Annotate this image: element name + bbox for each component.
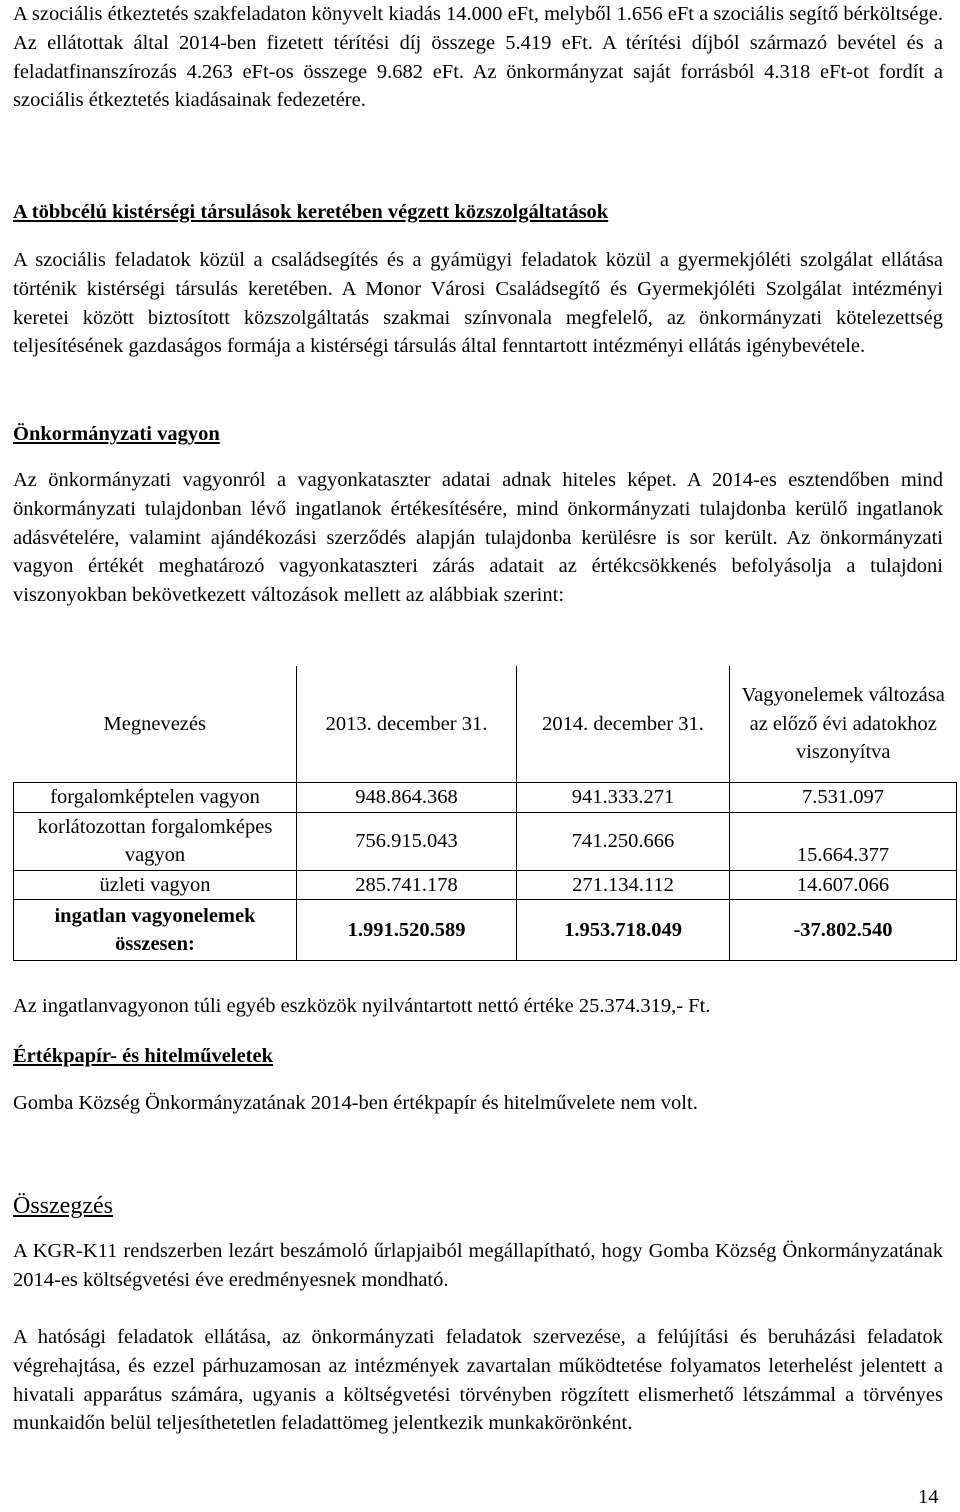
total-2014-value: 1.953.718.049: [517, 900, 730, 961]
table-row: [14, 812, 957, 870]
page-number: 14: [918, 1486, 939, 1508]
row-label: üzleti vagyon: [14, 870, 297, 900]
kisterseg-paragraph: A szociális feladatok közül a családsegítés és a gyámügyi feladatok közül a gyermekjóléti szolgálat ellátása történik kistérségi társulás keretében. A Monor Városi Családsegítő és Gyermekjóléti Szolgálat intézményi keretei között biztosított közszolgáltatás szakmai színvonala megfelelő, az önkormányzati kötelezettség teljesítésének gazdaságos formája a kistérségi társulás által fenntartott intézményi ellátás igénybevétele.: [13, 249, 943, 358]
row-2013-value: 948.864.368: [297, 783, 517, 813]
row-change-value: 15.664.377: [730, 812, 957, 870]
row-2014-value: 741.250.666: [517, 812, 730, 870]
asset-table: [13, 666, 957, 961]
intro-paragraph: A szociális étkeztetés szakfeladaton könyvelt kiadás 14.000 eFt, melyből 1.656 eFt a szociális segítő bérköltsége. Az ellátottak által 2014-ben fizetett térítési díj összege 5.419 eFt. A térítési díjból származó bevétel és a feladatfinanszírozás 4.263 eFt-os összege 9.682 eFt. Az önkormányzat saját forrásból 4.318 eFt-ot fordít a szociális étkeztetés kiadásainak fedezetére.: [13, 3, 943, 112]
row-change-value: 7.531.097: [730, 783, 957, 813]
section-heading-ertekpapir: Értékpapír- és hitelműveletek: [13, 1045, 274, 1067]
ertekpapir-paragraph: Gomba Község Önkormányzatának 2014-ben értékpapír és hitelművelete nem volt.: [13, 1092, 698, 1114]
total-label: ingatlan vagyonelemek összesen:: [14, 900, 297, 961]
header-2014: 2014. december 31.: [517, 666, 730, 783]
row-label: forgalomképtelen vagyon: [14, 783, 297, 813]
other-assets-paragraph: Az ingatlanvagyonon túli egyéb eszközök nyilvántartott nettó értéke 25.374.319,- Ft.: [13, 995, 711, 1017]
table-row: [14, 783, 957, 813]
total-2013-value: 1.991.520.589: [297, 900, 517, 961]
vagyon-paragraph: Az önkormányzati vagyonról a vagyonkataszter adatai adnak hiteles képet. A 2014-es esztendőben mind önkormányzati tulajdonban lévő ingatlanok értékesítésére, mind önkormányzati tulajdonba kerülő ingatlanok adásvételére, valamint ajándékozási szerződés alapján tulajdonba kerülésre is sor került. Az önkormányzati vagyon értékét meghatározó vagyonkataszteri zárás adatait az értékcsökkenés befolyásolja a tulajdoni viszonyokban bekövetkezett változások mellett az alábbiak szerint:: [13, 469, 943, 607]
table-row: [14, 870, 957, 900]
table-header-row: [14, 666, 957, 783]
row-change-value: 14.607.066: [730, 870, 957, 900]
osszegzes-paragraph-2: A hatósági feladatok ellátása, az önkormányzati feladatok szervezése, a felújítási és beruházási feladatok végrehajtása, és ezzel párhuzamosan az intézmények zavartalan működtetése folyamatos leterhelést jelentett a hivatali apparátus számára, ugyanis a költségvetési törvényben rögzített elismerhető létszámmal a törvényes munkaidőn belül teljesíthetetlen feladattömeg jelentkezik munkakörönként.: [13, 1326, 943, 1435]
section-heading-osszegzes: Összegzés: [13, 1193, 113, 1219]
row-label: korlátozottan forgalomképes vagyon: [14, 812, 297, 870]
section-heading-vagyon: Önkormányzati vagyon: [13, 423, 220, 445]
row-2014-value: 941.333.271: [517, 783, 730, 813]
section-heading-kisterseg: A többcélú kistérségi társulások keretében végzett közszolgáltatások: [13, 201, 609, 223]
row-2014-value: 271.134.112: [517, 870, 730, 900]
header-megnevezes: Megnevezés: [14, 666, 297, 783]
row-2013-value: 756.915.043: [297, 812, 517, 870]
osszegzes-paragraph-1: A KGR-K11 rendszerben lezárt beszámoló űrlapjaiból megállapítható, hogy Gomba Község Önkormányzatának 2014-es költségvetési éve eredményesnek mondható.: [13, 1240, 943, 1291]
total-change-value: -37.802.540: [730, 900, 957, 961]
header-2013: 2013. december 31.: [297, 666, 517, 783]
table-total-row: [14, 900, 957, 961]
header-valtozas: Vagyonelemek változása az előző évi adatokhoz viszonyítva: [730, 666, 957, 783]
row-2013-value: 285.741.178: [297, 870, 517, 900]
